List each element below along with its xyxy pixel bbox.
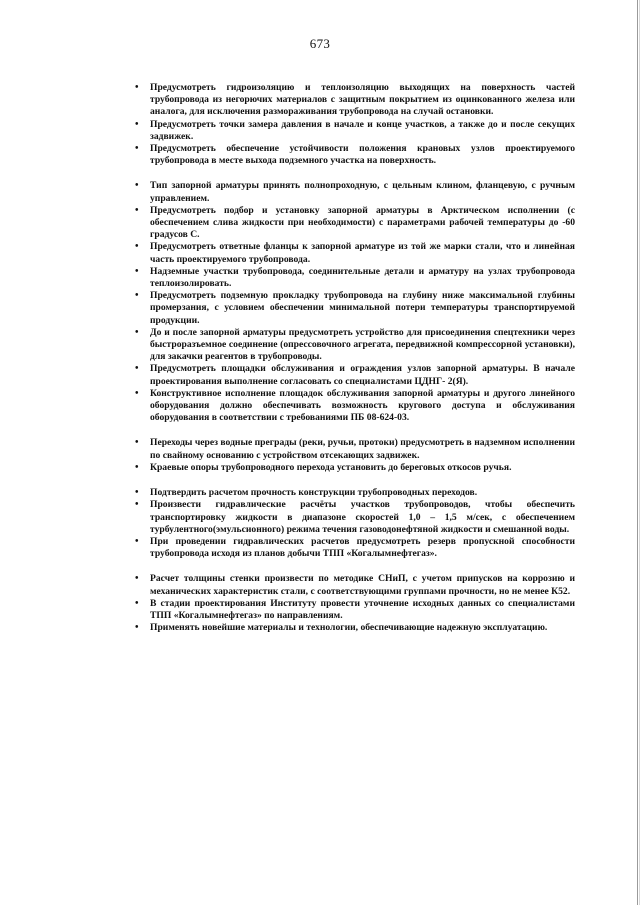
bullet-icon: •: [135, 499, 139, 511]
bullet-icon: •: [135, 82, 139, 93]
bullet-text: Произвести гидравлические расчёты участков трубопроводов, чтобы обеспечить транспортировку жидкости в диапазоне скоростей 1,0 – 1,5 м/сек, с обеспечением турбулентного(эмульсионного) режима течения газоводонефтяной жидкости и смешанной воды.: [150, 499, 575, 535]
bullet-text: Применять новейшие материалы и технологии, обеспечивающие надежную эксплуатацию.: [150, 622, 548, 634]
bullet-text: До и после запорной арматуры предусмотреть устройство для присоединения спецтехники через быстроразъемное соединение (опрессовочного агрегата, передвижной компрессорной установки), для закачки реагентов в трубопроводы.: [150, 326, 575, 363]
bullet-item: [133, 327, 575, 364]
bullet-group: [133, 82, 575, 167]
page-number: 673: [309, 36, 331, 51]
bullet-icon: •: [135, 597, 139, 609]
bullet-icon: •: [135, 143, 139, 155]
bullet-icon: •: [135, 241, 139, 253]
bullet-item: [133, 143, 575, 167]
bullet-text: Надземные участки трубопровода, соединительные детали и арматуру на узлах трубопровода теплоизолировать.: [150, 265, 575, 290]
bullet-item: [133, 205, 575, 242]
bullet-icon: •: [135, 118, 139, 130]
bullet-icon: •: [135, 363, 139, 375]
document-body: [133, 82, 575, 634]
bullet-item: [133, 573, 575, 597]
bullet-text: Предусмотреть подбор и установку запорной арматуры в Арктическом исполнении (с обеспечением слива жидкости при необходимости) с параметрами рабочей температуры до -60 градусов С.: [150, 204, 575, 241]
scan-edge-line: [637, 0, 638, 905]
bullet-text: Предусмотреть гидроизоляцию и теплоизоляцию выходящих на поверхность частей трубопровода из негорючих материалов с защитным покрытием из оцинкованного железа или аналога, для исключения размораживания трубопровода на случай остановки.: [150, 82, 575, 118]
bullet-icon: •: [135, 387, 139, 399]
bullet-group: [133, 437, 575, 474]
bullet-item: [133, 499, 575, 536]
bullet-icon: •: [135, 265, 139, 277]
bullet-icon: •: [135, 204, 139, 216]
bullet-icon: •: [135, 622, 139, 634]
bullet-group: [133, 180, 575, 424]
bullet-icon: •: [135, 290, 139, 302]
bullet-text: При проведении гидравлических расчетов предусмотреть резерв пропускной способности трубопровода исходя из планов добычи ТПП «Когалымнефтегаз».: [150, 535, 575, 560]
bullet-item: [133, 290, 575, 327]
bullet-icon: •: [135, 487, 139, 499]
bullet-text: Переходы через водные преграды (реки, ручьи, протоки) предусмотреть в надземном исполнении по свайному основанию с устройством отсекающих задвижек.: [150, 437, 575, 461]
bullet-item: [133, 241, 575, 265]
bullet-text: Предусмотреть подземную прокладку трубопровода на глубину ниже максимальной глубины промерзания, с условием обеспечении минимальной потери температуры транспортируемой продукции.: [150, 290, 575, 326]
bullet-icon: •: [135, 437, 139, 449]
bullet-icon: •: [135, 535, 139, 547]
bullet-item: [133, 119, 575, 143]
bullet-group: [133, 573, 575, 634]
bullet-item: [133, 487, 575, 499]
bullet-item: [133, 598, 575, 622]
bullet-item: [133, 388, 575, 425]
bullet-text: Подтвердить расчетом прочность конструкции трубопроводных переходов.: [150, 487, 478, 499]
bullet-text: Предусмотреть ответные фланцы к запорной арматуре из той же марки стали, что и линейная часть проектируемого трубопровода.: [150, 241, 575, 265]
bullet-text: Предусмотреть площадки обслуживания и ограждения узлов запорной арматуры. В начале проектирования выполнение согласовать со специалистами ЦДНГ- 2(Я).: [150, 363, 575, 387]
bullet-text: Предусмотреть обеспечение устойчивости положения крановых узлов проектируемого трубопровода в месте выхода подземного участка на поверхность.: [150, 143, 575, 167]
bullet-icon: •: [135, 326, 139, 338]
bullet-icon: •: [135, 180, 139, 192]
bullet-icon: •: [135, 573, 139, 585]
bullet-item: [133, 437, 575, 461]
bullet-item: [133, 363, 575, 387]
bullet-item: [133, 622, 575, 634]
bullet-item: [133, 536, 575, 560]
bullet-text: Расчет толщины стенки произвести по методике СНиП, с учетом припусков на коррозию и механических характеристик стали, с соответствующими группами прочности, но не менее К52.: [150, 573, 575, 597]
bullet-text: Конструктивное исполнение площадок обслуживания запорной арматуры и другого линейного оборудования должно обеспечивать возможность кругового доступа и обслуживания оборудования в соответствии с требованиями ПБ 08-624-03.: [150, 387, 575, 424]
bullet-text: Краевые опоры трубопроводного перехода установить до береговых откосов ручья.: [150, 461, 512, 473]
bullet-item: [133, 266, 575, 290]
bullet-item: [133, 180, 575, 204]
bullet-text: Предусмотреть точки замера давления в начале и конце участков, а также до и после секущих задвижек.: [150, 118, 575, 142]
bullet-text: Тип запорной арматуры принять полнопроходную, с цельным клином, фланцевую, с ручным управлением.: [150, 180, 575, 204]
bullet-group: [133, 487, 575, 560]
bullet-item: [133, 462, 575, 474]
bullet-text: В стадии проектирования Институту провести уточнение исходных данных со специалистами ТПП «Когалымнефтегаз» по направлениям.: [150, 597, 575, 621]
bullet-item: [133, 82, 575, 119]
bullet-icon: •: [135, 461, 139, 473]
